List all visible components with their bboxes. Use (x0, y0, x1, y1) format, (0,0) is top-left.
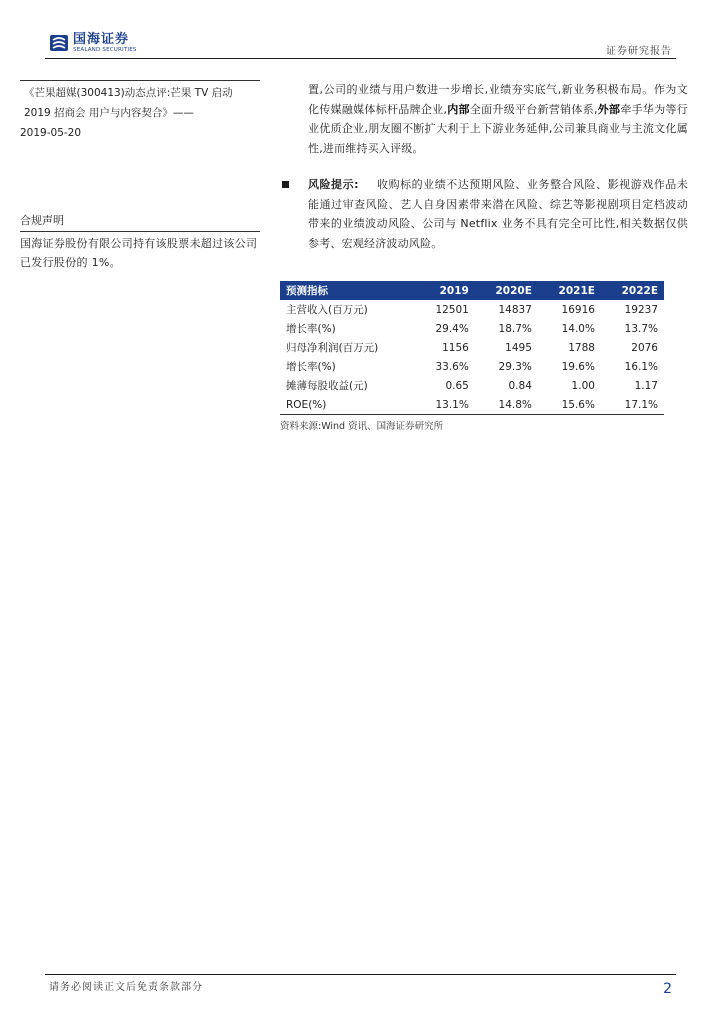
sidebar (20, 80, 260, 269)
table-cell: 0.84 (508, 379, 532, 392)
report-type-label: 证券研究报告 (606, 46, 672, 57)
table-cell: 0.65 (445, 379, 469, 392)
table-header-cell: 2019 (416, 281, 475, 300)
related-report-line: 2019 招商会 用户与内容契合》—— (24, 107, 194, 119)
table-cell: 14.8% (475, 395, 538, 415)
table-cell: 33.6% (435, 360, 469, 373)
header-divider (45, 58, 676, 59)
table-cell: 16.1% (624, 360, 658, 373)
table-cell: 1495 (505, 341, 532, 354)
table-row (280, 338, 664, 357)
footer-divider (45, 974, 676, 975)
logo-chinese-name: 国海证券 (73, 31, 130, 47)
table-cell: 19.6% (561, 360, 595, 373)
page-header (45, 30, 676, 60)
risk-warning (280, 175, 688, 253)
table-cell: 归母净利润(百万元) (286, 342, 379, 354)
table-cell: 1156 (442, 341, 469, 354)
table-header-cell: 2020E (475, 281, 538, 300)
table-row (280, 300, 664, 319)
table-row (280, 395, 664, 415)
body-paragraph (280, 80, 688, 158)
related-report (20, 80, 260, 143)
table-header-cell: 2022E (601, 281, 664, 300)
table-cell: 15.6% (538, 395, 601, 415)
table-cell: 摊薄每股收益(元) (286, 380, 368, 392)
table-cell: 增长率(%) (286, 323, 336, 335)
emphasis-text: 外部 (597, 102, 621, 116)
table-cell: 13.7% (624, 322, 658, 335)
risk-text: 收购标的业绩不达预期风险、业务整合风险、影视游戏作品未能通过审查风险、艺人自身因素带来潜在风险、综艺等影视剧项目定档波动带来的业绩波动风险、公司与 Netflix 业务不具有完全可比性,相关数据仅供参考、宏观经济波动风险。 (308, 178, 688, 250)
table-cell: 16916 (561, 303, 595, 316)
table-cell: 2076 (631, 341, 658, 354)
related-report-date: 2019-05-20 (20, 127, 82, 139)
compliance-title: 合规声明 (20, 212, 260, 232)
paragraph-text: 置,公司的业绩与用户数进一步增长,业绩夯实底气,新业务积极布局。作为文化传媒融媒体标杆品牌企业, (308, 83, 688, 116)
table-cell: 29.4% (435, 322, 469, 335)
table-cell: ROE(%) (280, 395, 416, 415)
compliance-section (20, 212, 260, 272)
table-cell: 1.00 (571, 379, 595, 392)
main-content (280, 80, 688, 253)
table-cell: 14837 (498, 303, 532, 316)
square-bullet-icon (282, 181, 289, 188)
table-row (280, 357, 664, 376)
table-cell: 增长率(%) (286, 361, 336, 373)
table-cell: 1788 (568, 341, 595, 354)
company-logo (49, 30, 137, 56)
related-report-line: 《芒果超媒(300413)动态点评:芒果 TV 启动 (24, 87, 233, 99)
risk-label: 风险提示: (308, 178, 359, 191)
footer-disclaimer: 请务必阅读正文后免责条款部分 (49, 982, 203, 993)
table-row (280, 319, 664, 338)
table-cell: 1.17 (634, 379, 658, 392)
table-cell: 12501 (435, 303, 469, 316)
paragraph-text: 牵手华为等行业优质企业,朋友圈不断扩大利于上下游业务延伸,公司兼具商业与主流文化属性,进而维持买入评级。 (308, 102, 688, 155)
sealand-logo-icon (49, 33, 69, 53)
emphasis-text: 内部 (447, 102, 470, 116)
table-cell: 13.1% (416, 395, 475, 415)
logo-english-name: SEALAND SECURITIES (73, 46, 137, 53)
table-cell: 主营收入(百万元) (286, 304, 368, 316)
page-number: 2 (663, 981, 672, 997)
table-cell: 29.3% (498, 360, 532, 373)
table-header-row (280, 281, 664, 300)
table-cell: 14.0% (561, 322, 595, 335)
table-source: 资料来源:Wind 资讯、国海证券研究所 (280, 421, 444, 432)
forecast-table (280, 281, 664, 415)
table-cell: 17.1% (601, 395, 664, 415)
table-header-cell: 2021E (538, 281, 601, 300)
table-row (280, 376, 664, 395)
table-cell: 18.7% (498, 322, 532, 335)
compliance-text: 国海证券股份有限公司持有该股票未超过该公司已发行股份的 1%。 (20, 237, 258, 269)
paragraph-text: 全面升级平台新营销体系, (469, 102, 598, 116)
table-header-cell: 预测指标 (280, 281, 416, 300)
table-cell: 19237 (624, 303, 658, 316)
